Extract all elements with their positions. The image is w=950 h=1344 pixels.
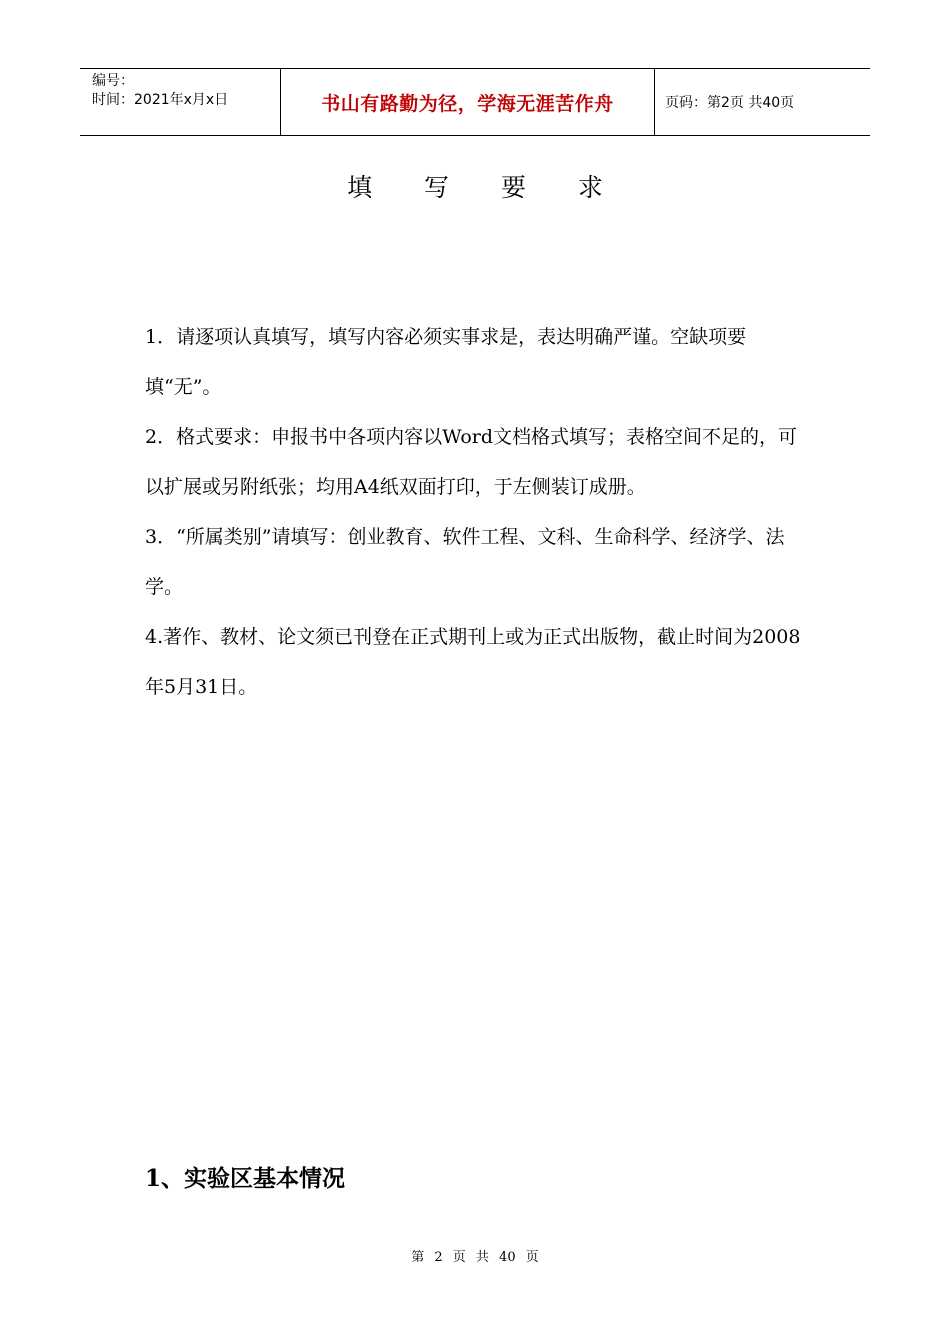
page-title: 填 写 要 求 (347, 173, 625, 202)
page-header (80, 68, 870, 136)
requirement-item-2: 2．格式要求：申报书中各项内容以Word文档格式填写；表格空间不足的，可以扩展或另附纸张；均用A4纸双面打印，于左侧装订成册。 (145, 426, 798, 498)
requirement-item-4: 4.著作、教材、论文须已刊登在正式期刊上或为正式出版物，截止时间为2008年5月31日。 (145, 626, 801, 698)
header-motto: 书山有路勤为径，学海无涯苦作舟 (281, 69, 655, 135)
header-page-code: 页码：第2页 共40页 (665, 95, 795, 111)
page-footer: 第 2 页 共 40 页 (411, 1250, 539, 1265)
requirement-item-3: 3．“所属类别”请填写：创业教育、软件工程、文科、生命科学、经济学、法学。 (145, 526, 785, 598)
number-label: 编号： (92, 73, 134, 89)
header-meta (80, 69, 281, 135)
requirement-item-1: 1．请逐项认真填写，填写内容必须实事求是，表达明确严谨。空缺项要填“无”。 (145, 326, 747, 398)
requirements-list (145, 312, 809, 712)
section-heading: 1、实验区基本情况 (145, 1165, 346, 1192)
time-label: 时间：2021年x月x日 (92, 92, 229, 108)
